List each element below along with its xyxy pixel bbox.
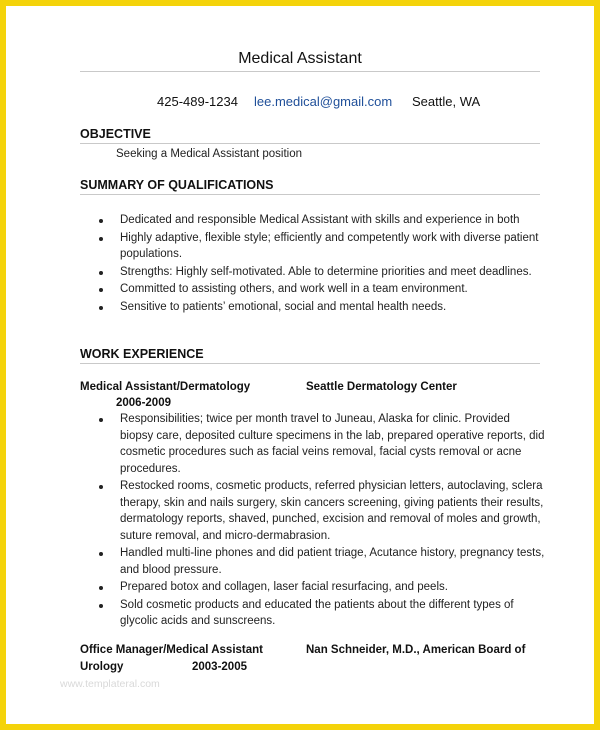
resume-page	[14, 14, 586, 724]
resume-title: Medical Assistant	[238, 50, 362, 67]
summary-item-text: Sensitive to patients’ emotional, social and mental health needs.	[120, 300, 447, 313]
duty-text: Sold cosmetic products and educated the patients about the different types of glycolic acids and sunscreens.	[120, 598, 514, 627]
list-item	[99, 411, 545, 477]
job-employer-continued: Urology	[80, 661, 124, 673]
list-item	[99, 545, 545, 578]
job-duties-list	[99, 411, 545, 631]
bullet-icon	[99, 418, 103, 422]
contact-email[interactable]: lee.medical@gmail.com	[254, 94, 393, 109]
objective-text: Seeking a Medical Assistant position	[116, 148, 303, 160]
experience-heading: WORK EXPERIENCE	[80, 347, 204, 361]
list-item	[99, 264, 539, 281]
summary-divider	[80, 194, 540, 195]
list-item	[99, 579, 545, 596]
title-divider	[80, 71, 540, 72]
job-title: Office Manager/Medical Assistant	[80, 644, 263, 656]
duty-text: Restocked rooms, cosmetic products, referred physician letters, autoclaving, sclera therapy, skin and nails surgery, skin cancers screening, giving patients their results, dermatology reports, shaved, punched, excision and removal of moles and growth, suture removal, and micro-dermabrasion.	[120, 480, 544, 542]
contact-location: Seattle, WA	[412, 94, 481, 109]
duty-text: Responsibilities; twice per month travel to Juneau, Alaska for clinic. Provided biopsy care, deposited culture specimens in the lab, prepared operative reports, did cosmetic procedures such as facial veins removal, facial cysts removal or acne procedures.	[120, 413, 545, 475]
bullet-icon	[99, 219, 103, 223]
job-dates: 2003-2005	[192, 661, 247, 673]
list-item	[99, 281, 539, 298]
objective-divider	[80, 143, 540, 144]
bullet-icon	[99, 485, 103, 489]
job-employer: Nan Schneider, M.D., American Board of	[306, 644, 526, 656]
bullet-icon	[99, 237, 103, 241]
bullet-icon	[99, 288, 103, 292]
summary-list	[99, 212, 539, 316]
summary-item-text: Highly adaptive, flexible style; efficiently and competently work with diverse patient populations.	[120, 231, 539, 260]
bullet-icon	[99, 586, 103, 590]
summary-item-text: Dedicated and responsible Medical Assistant with skills and experience in both	[120, 214, 520, 226]
job-title: Medical Assistant/Dermatology	[80, 381, 251, 393]
list-item	[99, 299, 539, 316]
bullet-icon	[99, 306, 103, 310]
job-dates: 2006-2009	[116, 397, 171, 409]
bullet-icon	[99, 604, 103, 608]
bullet-icon	[99, 552, 103, 556]
list-item	[99, 478, 545, 544]
list-item	[99, 230, 539, 263]
summary-item-text: Committed to assisting others, and work well in a team environment.	[120, 283, 468, 295]
job-employer: Seattle Dermatology Center	[306, 381, 457, 393]
duty-text: Prepared botox and collagen, laser facial resurfacing, and peels.	[120, 581, 448, 593]
duty-text: Handled multi-line phones and did patient triage, Acutance history, pregnancy tests, and blood pressure.	[120, 547, 545, 576]
list-item	[99, 597, 545, 630]
list-item	[99, 212, 539, 229]
watermark: www.templateral.com	[60, 678, 160, 690]
bullet-icon	[99, 271, 103, 275]
summary-item-text: Strengths: Highly self-motivated. Able to determine priorities and meet deadlines.	[120, 265, 532, 278]
contact-phone: 425-489-1234	[157, 94, 238, 109]
objective-heading: OBJECTIVE	[80, 127, 151, 141]
summary-heading: SUMMARY OF QUALIFICATIONS	[80, 178, 274, 192]
experience-divider	[80, 363, 540, 364]
